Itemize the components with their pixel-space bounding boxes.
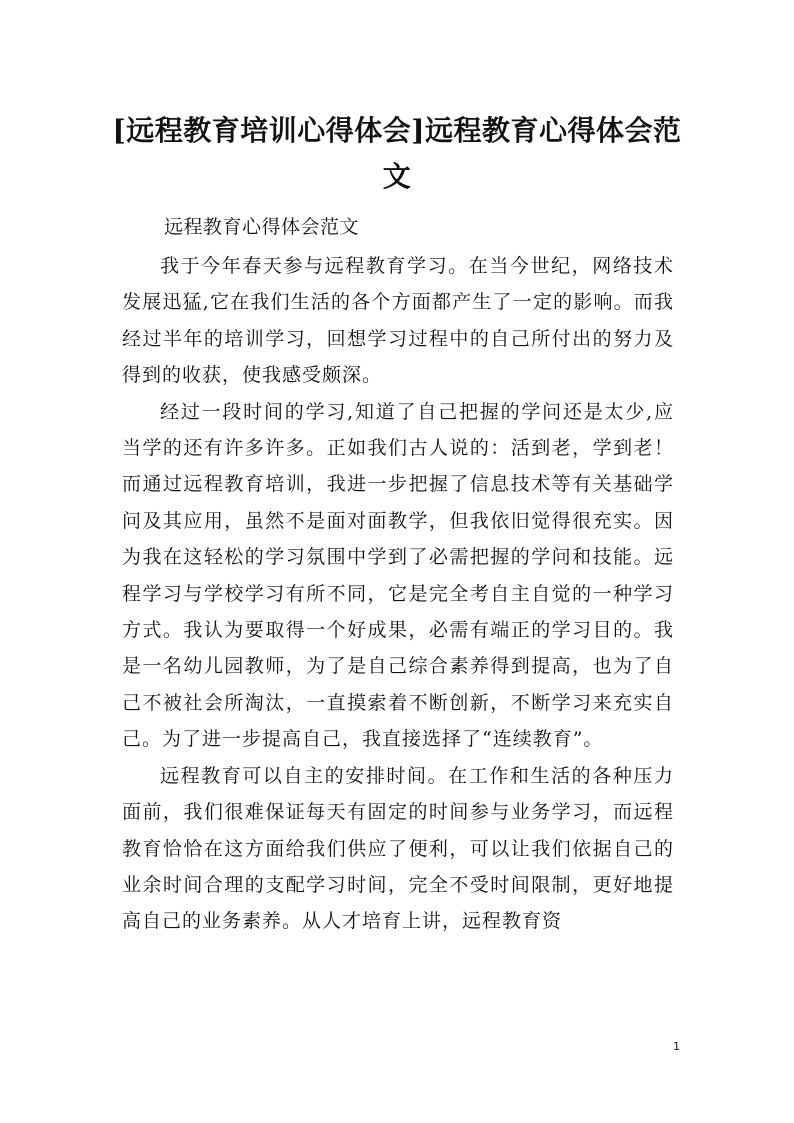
paragraph-2: 经过一段时间的学习,知道了自己把握的学问还是太少,应当学的还有许多许多。正如我们古人说的：活到老，学到老！而通过远程教育培训，我进一步把握了信息技术等有关基础学问及其应用，虽然不是面对面教学，但我依旧觉得很充实。因为我在这轻松的学习氛围中学到了必需把握的学问和技能。远程学习与学校学习有所不同，它是完全考自主自觉的一种学习方式。我认为要取得一个好成果，必需有端正的学习目的。我是一名幼儿园教师，为了是自己综合素养得到提高，也为了自己不被社会所淘汰，一直摸索着不断创新，不断学习来充实自己。为了进一步提高自己，我直接选择了“连续教育”。 bbox=[122, 400, 674, 751]
page-number: 1 bbox=[673, 1040, 680, 1053]
paragraph-1: 我于今年春天参与远程教育学习。在当今世纪，网络技术发展迅猛,它在我们生活的各个方面都产生了一定的影响。而我经过半年的培训学习，回想学习过程中的自己所付出的努力及得到的收获，使我感受颇深。 bbox=[122, 255, 674, 387]
document-body bbox=[122, 248, 674, 940]
document-subtitle: 远程教育心得体会范文 bbox=[164, 216, 360, 238]
paragraph-3: 远程教育可以自主的安排时间。在工作和生活的各种压力面前，我们很难保证每天有固定的时间参与业务学习，而远程教育恰恰在这方面给我们供应了便利，可以让我们依据自己的业余时间合理的支配学习时间，完全不受时间限制，更好地提高自己的业务素养。从人才培育上讲，远程教育资 bbox=[122, 764, 674, 933]
document-title: [远程教育培训心得体会]远程教育心得体会范文 bbox=[112, 114, 682, 193]
